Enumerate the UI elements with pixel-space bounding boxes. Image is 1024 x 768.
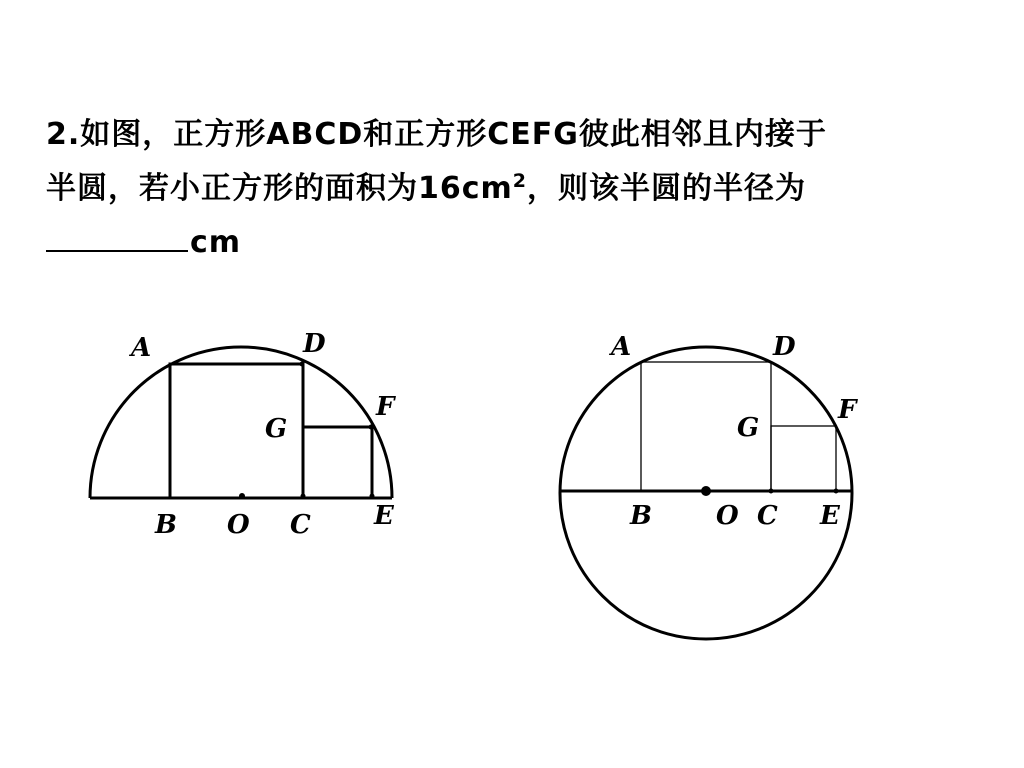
label-d: D: [773, 332, 796, 362]
problem-line-1-text: 如图，正方形ABCD和正方形CEFG彼此相邻且内接于: [80, 117, 827, 152]
label-f: F: [838, 395, 857, 425]
square-cefg: [771, 426, 836, 491]
answer-unit: cm: [190, 225, 242, 260]
center-point-o: [701, 486, 711, 496]
area-exponent: 2: [512, 170, 528, 192]
problem-line-2-start: 半圆，若小正方形的面积为16cm: [46, 171, 513, 206]
point-e: [834, 489, 839, 494]
label-o: O: [716, 501, 739, 531]
label-g: G: [265, 414, 288, 444]
label-o: O: [227, 510, 250, 540]
label-e: E: [374, 501, 394, 531]
problem-line-2-end: ，则该半圆的半径为: [527, 171, 807, 206]
label-a: A: [611, 332, 632, 362]
label-b: B: [155, 510, 177, 540]
label-e: E: [820, 501, 840, 531]
label-f: F: [376, 392, 395, 422]
label-d: D: [303, 329, 326, 359]
label-b: B: [630, 501, 652, 531]
label-a: A: [131, 333, 152, 363]
label-c: C: [757, 501, 778, 531]
point-c: [769, 489, 774, 494]
label-c: C: [290, 510, 311, 540]
label-g: G: [737, 413, 760, 443]
problem-number: 2.: [46, 117, 81, 152]
